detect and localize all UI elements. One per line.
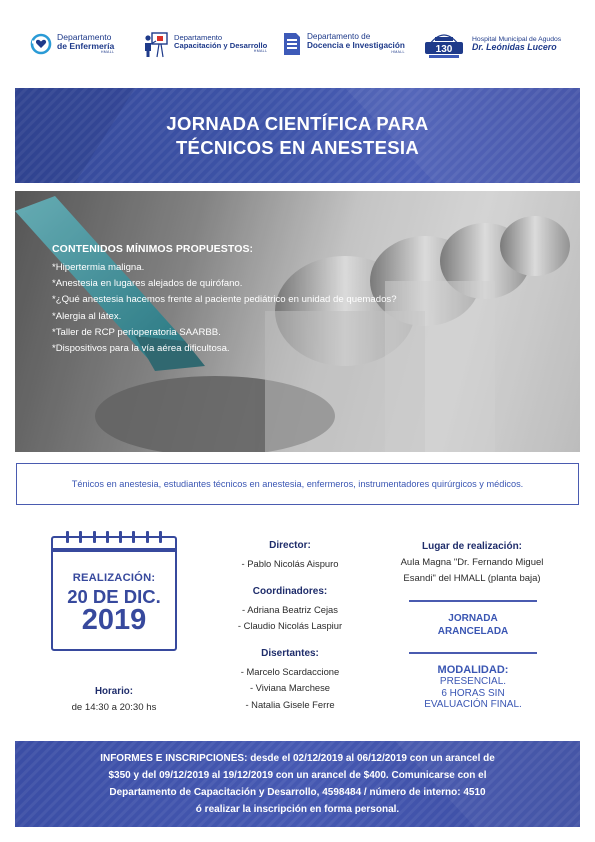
venue-line1: Aula Magna "Dr. Fernando Miguel (400, 557, 544, 568)
logo-enfermeria-line2: de Enfermería (57, 41, 115, 52)
audience-box (16, 463, 579, 505)
director-name: - Pablo Nicolás Aispuro (241, 558, 339, 569)
logo-departamento-capacitacion (143, 22, 267, 66)
director-label: Director: (269, 540, 311, 551)
contents-heading: CONTENIDOS MÍNIMOS PROPUESTOS: (52, 243, 254, 255)
modality (395, 664, 551, 711)
title-line1: JORNADA CIENTÍFICA PARA (166, 112, 429, 134)
speakers-group (215, 648, 365, 714)
logo-docencia-line3: HMALL (391, 49, 405, 54)
footer-line2: $350 y del 09/12/2019 al 19/12/2019 con un arancel de $400. Comunicarse con el (108, 770, 487, 781)
logo-hospital-municipal (421, 22, 561, 66)
contents-item: *Anestesia en lugares alejados de quirófano. (52, 278, 243, 290)
registration-footer (15, 741, 580, 827)
presenter-board-icon (143, 30, 169, 58)
syringe-vials-photo (15, 191, 580, 452)
venue-label: Lugar de realización: (421, 541, 523, 552)
logo-hospital-line2: Dr. Leónidas Lucero (472, 41, 557, 52)
contents-item: *Alergia al látex. (52, 310, 122, 322)
footer-line4: ó realizar la inscripción en forma personal. (195, 804, 400, 815)
modality-line1: PRESENCIAL. (439, 676, 507, 687)
contents-list (52, 243, 397, 357)
modality-line2: 6 HORAS SIN (441, 687, 505, 699)
title-banner (15, 88, 580, 183)
logo-capacitacion-line2: Capacitación y Desarrollo (174, 41, 268, 51)
logo-docencia-line2: Docencia e Investigación (307, 41, 405, 51)
title-line2: TÉCNICOS EN ANESTESIA (175, 136, 420, 158)
schedule-value: de 14:30 a 20:30 hs (71, 702, 157, 713)
modality-line3: EVALUACIÓN FINAL. (424, 699, 522, 710)
contents-item: *Hipertermia maligna. (52, 262, 145, 273)
seal-number: 130 (435, 44, 453, 55)
registration-info (38, 750, 558, 818)
footer-line3: Departamento de Capacitación y Desarrollo, 4598484 / número de interno: 4510 (109, 787, 486, 798)
divider (409, 652, 537, 654)
logo-header (0, 22, 595, 72)
logo-enfermeria-line3: HMALL (100, 50, 115, 55)
logo-departamento-docencia (282, 22, 405, 66)
divider (409, 600, 537, 602)
nursing-heart-icon (30, 32, 52, 56)
contents-item: *Taller de RCP perioperatoria SAARBB. (52, 326, 221, 338)
modality-label: MODALIDAD: (437, 664, 509, 676)
hospital-anniversary-seal-icon (421, 28, 467, 60)
date-label: REALIZACIÓN: (72, 572, 156, 584)
venue (382, 541, 562, 587)
logo-capacitacion-line1: Departamento (174, 32, 223, 42)
fee-line2: ARANCELADA (437, 626, 509, 637)
speakers-label: Disertantes: (261, 647, 319, 659)
audience-text: Ténicos en anestesia, estudiantes técnicos en anestesia, enfermeros, instrumentadores quirúrgicos y médicos. (71, 479, 524, 489)
fee-line1: JORNADA (448, 613, 498, 624)
page-title (166, 112, 428, 160)
logo-enfermeria-line1: Departamento (57, 31, 112, 42)
coordinator-name: - Claudio Nicolás Laspiur (237, 620, 343, 631)
schedule (51, 686, 177, 713)
contents-item: *Dispositivos para la vía aérea dificultosa. (52, 343, 230, 355)
speaker-name: - Marcelo Scardaccione (240, 665, 340, 677)
date-day: 20 DE DIC. (67, 586, 161, 607)
contents-item: *¿Qué anestesia hacemos frente al paciente pediátrico en unidad de quemados? (52, 294, 397, 306)
date-year: 2019 (81, 604, 147, 636)
coordinator-name: - Adriana Beatriz Cejas (242, 603, 338, 615)
calendar-band (53, 548, 175, 552)
footer-line1: INFORMES E INSCRIPCIONES: desde el 02/12/2019 al 06/12/2019 con un arancel de (100, 753, 495, 764)
schedule-label: Horario: (94, 686, 134, 697)
date-calendar (51, 536, 177, 651)
logo-docencia-line1: Departamento de (307, 32, 371, 42)
speaker-name: - Natalia Gisele Ferre (245, 698, 335, 710)
coordinators-label: Coordinadores: (252, 585, 328, 597)
document-stack-icon (282, 31, 302, 57)
coordinators-group (215, 586, 365, 635)
logo-capacitacion-line3: HMALL (253, 49, 268, 54)
people-column (215, 540, 365, 726)
director-group (215, 540, 365, 573)
logo-hospital-line1: Hospital Municipal de Agudos (472, 35, 562, 43)
calendar-rings-icon (53, 531, 175, 543)
venue-line2: Esandi" del HMALL (planta baja) (403, 573, 541, 584)
fee-notice (409, 612, 537, 638)
speaker-name: - Viviana Marchese (249, 682, 331, 693)
logo-departamento-enfermeria (30, 22, 114, 66)
